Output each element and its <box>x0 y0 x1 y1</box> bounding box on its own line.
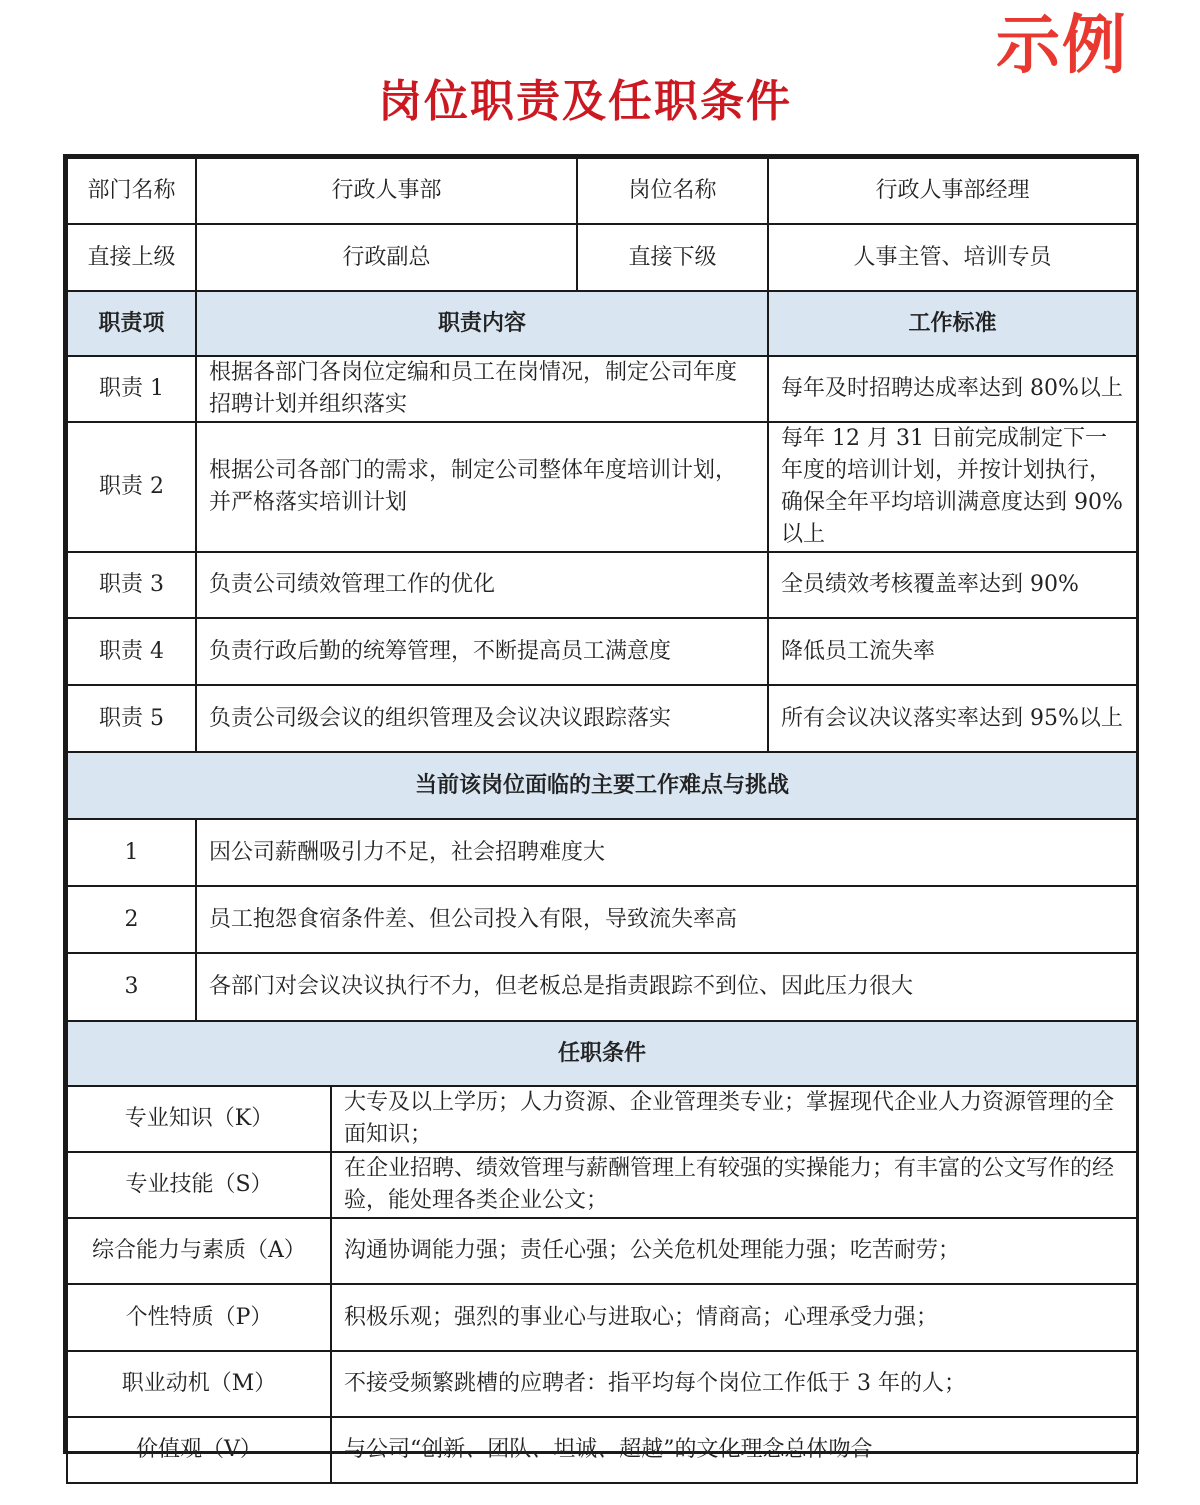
dept-value: 行政人事部 <box>196 158 577 224</box>
duty-content: 负责公司级会议的组织管理及会议决议跟踪落实 <box>196 685 768 752</box>
table-row <box>67 1351 1137 1417</box>
challenge-text: 各部门对会议决议执行不力，但老板总是指责跟踪不到位、因此压力很大 <box>196 953 1137 1021</box>
challenge-text: 员工抱怨食宿条件差、但公司投入有限，导致流失率高 <box>196 886 1137 953</box>
duty-item: 职责 2 <box>67 422 196 552</box>
qualification-text: 大专及以上学历；人力资源、企业管理类专业；掌握现代企业人力资源管理的全面知识； <box>331 1086 1137 1152</box>
challenge-number: 3 <box>67 953 196 1021</box>
duty-item: 职责 5 <box>67 685 196 752</box>
challenges-header: 当前该岗位面临的主要工作难点与挑战 <box>67 752 1137 819</box>
qualification-text: 在企业招聘、绩效管理与薪酬管理上有较强的实操能力；有丰富的公文写作的经验，能处理各类企业公文； <box>331 1152 1137 1218</box>
duty-item: 职责 3 <box>67 552 196 618</box>
table-row <box>67 886 1137 953</box>
document-title: 岗位职责及任职条件 <box>378 76 792 127</box>
table-row <box>67 1218 1137 1284</box>
table-row <box>67 1284 1137 1351</box>
table-row <box>67 1417 1137 1483</box>
qualification-text: 沟通协调能力强；责任心强；公关危机处理能力强；吃苦耐劳； <box>331 1218 1137 1284</box>
challenges-header-row <box>67 752 1137 819</box>
table-row <box>67 819 1137 886</box>
basic-info-row <box>67 224 1137 291</box>
qualifications-header: 任职条件 <box>67 1021 1137 1086</box>
table-row <box>67 422 1137 552</box>
post-label: 岗位名称 <box>577 158 768 224</box>
duties-header-row <box>67 291 1137 356</box>
duty-standard: 所有会议决议落实率达到 95%以上 <box>768 685 1137 752</box>
duty-standard: 每年 12 月 31 日前完成制定下一年度的培训计划，并按计划执行，确保全年平均培训满意度达到 90%以上 <box>768 422 1137 552</box>
duty-content: 根据公司各部门的需求，制定公司整体年度培训计划，并严格落实培训计划 <box>196 422 768 552</box>
qualification-text: 积极乐观；强烈的事业心与进取心；情商高；心理承受力强； <box>331 1284 1137 1351</box>
duty-content-header: 职责内容 <box>196 291 768 356</box>
qualification-label: 综合能力与素质（A） <box>67 1218 331 1284</box>
duty-item: 职责 4 <box>67 618 196 685</box>
duty-item-header: 职责项 <box>67 291 196 356</box>
qualification-label: 价值观（V） <box>67 1417 331 1483</box>
superior-label: 直接上级 <box>67 224 196 291</box>
subordinate-value: 人事主管、培训专员 <box>768 224 1137 291</box>
duty-item: 职责 1 <box>67 356 196 422</box>
duty-content: 负责行政后勤的统筹管理，不断提高员工满意度 <box>196 618 768 685</box>
qualifications-header-row <box>67 1021 1137 1086</box>
table-row <box>67 356 1137 422</box>
duty-standard: 全员绩效考核覆盖率达到 90% <box>768 552 1137 618</box>
table-row <box>67 1086 1137 1152</box>
qualification-text: 与公司“创新、团队、坦诚、超越”的文化理念总体吻合 <box>331 1417 1137 1483</box>
duty-standard: 降低员工流失率 <box>768 618 1137 685</box>
qualification-label: 专业知识（K） <box>67 1086 331 1152</box>
subordinate-label: 直接下级 <box>577 224 768 291</box>
challenge-number: 2 <box>67 886 196 953</box>
sample-stamp: 示例 <box>996 9 1128 83</box>
challenge-number: 1 <box>67 819 196 886</box>
qualification-label: 专业技能（S） <box>67 1152 331 1218</box>
qualification-label: 职业动机（M） <box>67 1351 331 1417</box>
duty-standard: 每年及时招聘达成率达到 80%以上 <box>768 356 1137 422</box>
superior-value: 行政副总 <box>196 224 577 291</box>
table-row <box>67 1152 1137 1218</box>
table-row <box>67 685 1137 752</box>
basic-info-row <box>67 158 1137 224</box>
table-row <box>67 618 1137 685</box>
duty-standard-header: 工作标准 <box>768 291 1137 356</box>
duty-content: 根据各部门各岗位定编和员工在岗情况，制定公司年度招聘计划并组织落实 <box>196 356 768 422</box>
dept-label: 部门名称 <box>67 158 196 224</box>
duty-content: 负责公司绩效管理工作的优化 <box>196 552 768 618</box>
table-row <box>67 953 1137 1021</box>
qualification-text: 不接受频繁跳槽的应聘者：指平均每个岗位工作低于 3 年的人； <box>331 1351 1137 1417</box>
table-row <box>67 552 1137 618</box>
job-description-table <box>63 154 1139 1462</box>
post-value: 行政人事部经理 <box>768 158 1137 224</box>
qualification-label: 个性特质（P） <box>67 1284 331 1351</box>
challenge-text: 因公司薪酬吸引力不足，社会招聘难度大 <box>196 819 1137 886</box>
